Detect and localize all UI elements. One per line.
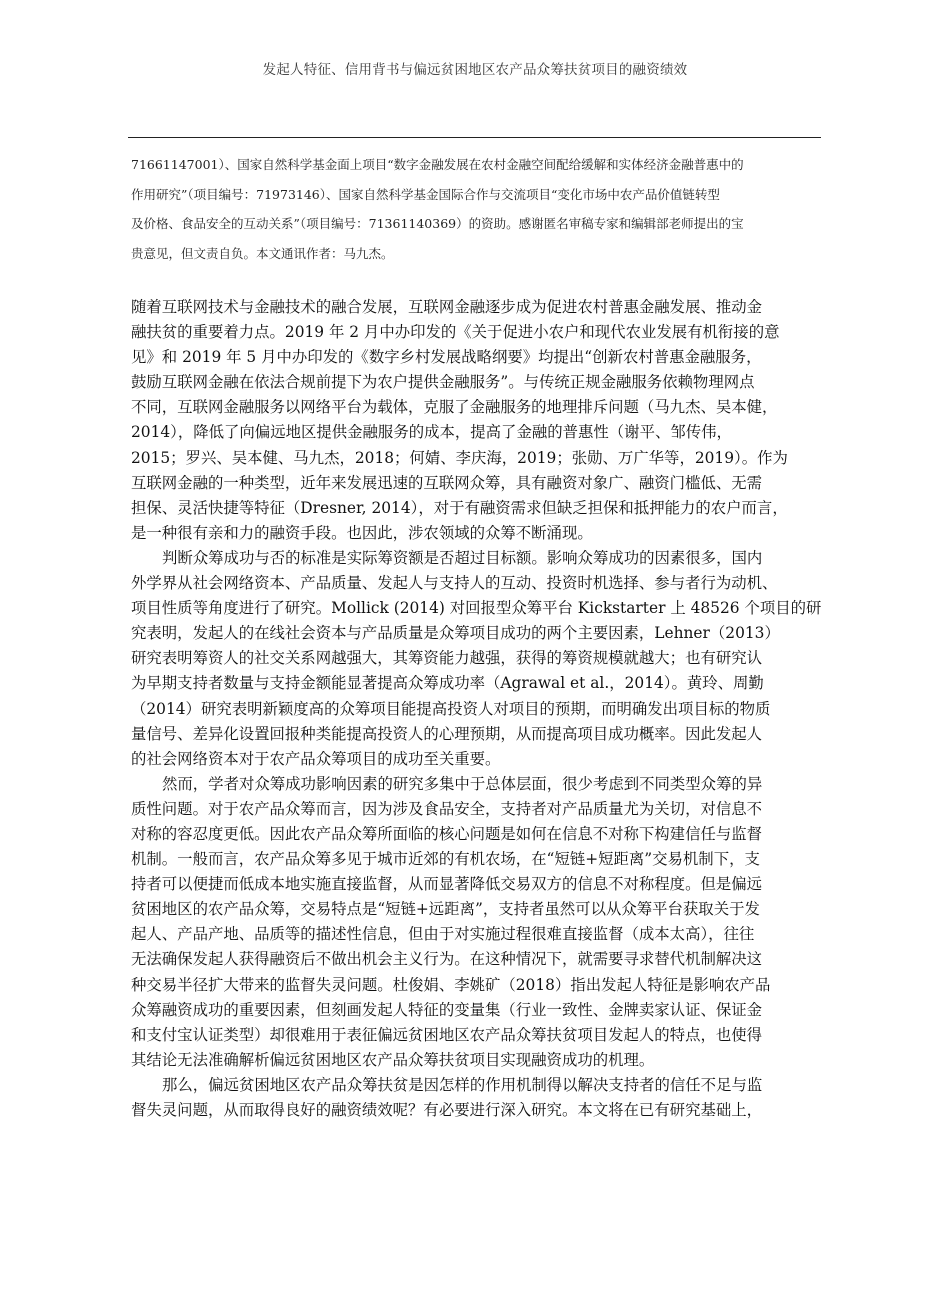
text-line: 众筹融资成功的重要因素，但刻画发起人特征的变量集（行业一致性、金牌卖家认证、保证金 [131,1000,763,1019]
text-line: 然而，学者对众筹成功影响因素的研究多集中于总体层面，很少考虑到不同类型众筹的异 [162,774,763,793]
text-line: 鼓励互联网金融在依法合规前提下为农户提供金融服务”。与传统正规金融服务依赖物理网点 [131,373,755,392]
text-line: 持者可以便捷而低成本地实施直接监督，从而显著降低交易双方的信息不对称程度。但是偏远 [131,875,763,894]
text-line: 担保、灵活快捷等特征（Dresner, 2014），对于有融资需求但缺乏担保和抵押能力的农户而言， [131,498,788,517]
footnote-line: 及价格、食品安全的互动关系”（项目编号：71361140369）的资助。感谢匿名审稿专家和编辑部老师提出的宝 [131,216,744,231]
body-text [131,295,831,1123]
text-line: 研究表明筹资人的社交关系网越强大，其筹资能力越强，获得的筹资规模就越大；也有研究认 [131,649,763,668]
footnote-line: 作用研究”（项目编号：71973146）、国家自然科学基金国际合作与交流项目“变化市场中农产品价值链转型 [131,186,720,202]
text-line: 贫困地区的农产品众筹，交易特点是“短链+远距离”，支持者虽然可以从众筹平台获取关于发 [131,900,760,919]
text-line: （2014）研究表明新颖度高的众筹项目能提高投资人对项目的预期，而明确发出项目标的物质 [131,699,771,718]
text-line: 对称的容忍度更低。因此农产品众筹所面临的核心问题是如何在信息不对称下构建信任与监督 [131,824,763,843]
text-line: 无法确保发起人获得融资后不做出机会主义行为。在这种情况下，就需要寻求替代机制解决这 [131,950,763,969]
footnote-funding [131,150,831,268]
text-line: 为早期支持者数量与支持金额能显著提高众筹成功率（Agrawal et al.，2014）。黄玲、周勤 [131,674,764,693]
paragraph-3 [131,772,831,1073]
text-line: 的社会网络资本对于农产品众筹项目的成功至关重要。 [131,749,501,768]
text-line: 机制。一般而言，农产品众筹多见于城市近郊的有机农场，在“短链+短距离”交易机制下，支 [131,850,760,869]
text-line: 外学界从社会网络资本、产品质量、发起人与支持人的互动、投资时机选择、参与者行为动机、 [131,574,778,593]
footnote-line: 贵意见，但文责自负。本文通讯作者：马九杰。 [131,245,394,261]
text-line: 量信号、差异化设置回报种类能提高投资人的心理预期，从而提高项目成功概率。因此发起人 [131,724,763,743]
running-header-title: 发起人特征、信用背书与偏远贫困地区农产品众筹扶贫项目的融资绩效 [262,62,688,78]
text-line: 融扶贫的重要着力点。2019 年 2 月中办印发的《关于促进小农户和现代农业发展有机衔接的意 [131,323,780,342]
text-line: 是一种很有亲和力的融资手段。也因此，涉农领域的众筹不断涌现。 [131,523,593,542]
text-line: 项目性质等角度进行了研究。Mollick (2014) 对回报型众筹平台 Kickstarter 上 48526 个项目的研 [131,599,822,618]
paragraph-2 [131,546,831,772]
text-line: 究表明，发起人的在线社会资本与产品质量是众筹项目成功的两个主要因素，Lehner（2013） [131,624,780,643]
text-line: 和支付宝认证类型）却很难用于表征偏远贫困地区农产品众筹扶贫项目发起人的特点，也使得 [131,1025,763,1044]
text-line: 种交易半径扩大带来的监督失灵问题。杜俊娟、李姚矿（2018）指出发起人特征是影响农产品 [131,975,771,994]
paragraph-4 [131,1073,831,1123]
paragraph-1 [131,295,831,546]
text-line: 督失灵问题，从而取得良好的融资绩效呢？有必要进行深入研究。本文将在已有研究基础上， [131,1101,763,1119]
text-line: 2014），降低了向偏远地区提供金融服务的成本，提高了金融的普惠性（谢平、邹传伟， [131,423,732,442]
text-line: 见》和 2019 年 5 月中办印发的《数字乡村发展战略纲要》均提出“创新农村普惠金融服务， [131,348,762,367]
text-line: 不同，互联网金融服务以网络平台为载体，克服了金融服务的地理排斥问题（马九杰、吴本健， [131,398,778,417]
text-line: 其结论无法准确解析偏远贫困地区农产品众筹扶贫项目实现融资成功的机理。 [131,1050,655,1069]
text-line: 2015；罗兴、吴本健、马九杰，2018；何婧、李庆海，2019；张勋、万广华等，2019）。作为 [131,448,788,467]
text-line: 那么，偏远贫困地区农产品众筹扶贫是因怎样的作用机制得以解决支持者的信任不足与监 [162,1075,763,1094]
footnote-divider [128,137,821,138]
footnote-line: 71661147001）、国家自然科学基金面上项目“数字金融发展在农村金融空间配给缓解和实体经济金融普惠中的 [131,157,744,172]
text-line: 随着互联网技术与金融技术的融合发展，互联网金融逐步成为促进农村普惠金融发展、推动金 [131,298,763,316]
text-line: 质性问题。对于农产品众筹而言，因为涉及食品安全，支持者对产品质量尤为关切，对信息不 [131,799,763,818]
text-line: 判断众筹成功与否的标准是实际筹资额是否超过目标额。影响众筹成功的因素很多，国内 [162,548,763,567]
text-line: 互联网金融的一种类型，近年来发展迅速的互联网众筹，具有融资对象广、融资门槛低、无需 [131,473,763,492]
text-line: 起人、产品产地、品质等的描述性信息，但由于对实施过程很难直接监督（成本太高），往往 [131,925,755,944]
